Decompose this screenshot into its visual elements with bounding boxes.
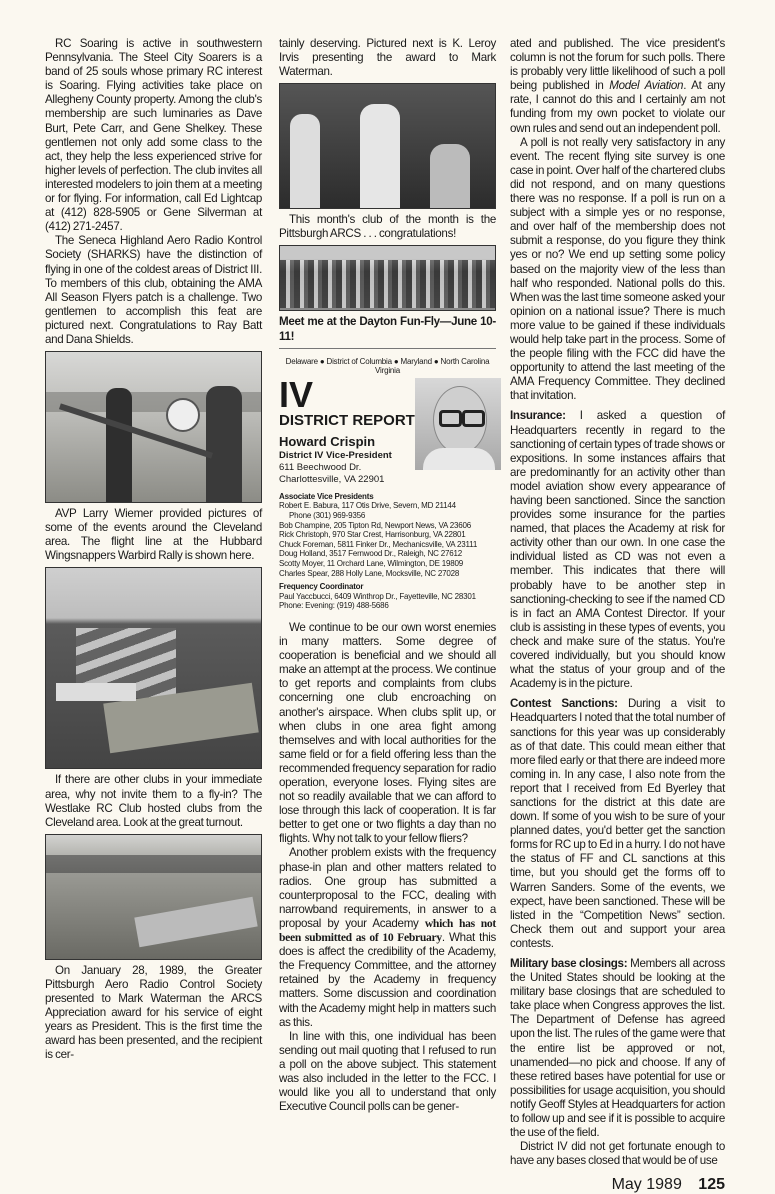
publication-title: Model Aviation [609,79,684,93]
avp-entry: Chuck Foreman, 5811 Finker Dr., Mechanicsville, VA 23111 [279,539,478,549]
frequency-coordinator-entry: Paul Yaccbucci, 6409 Winthrop Dr., Fayetteville, NC 28301 [279,591,476,601]
text: Another problem exists with the frequency phase-in plan and other matters related to radios. One group has submitted a counterproposal to the FCC, dealing with narrowband requirements, in answer to a proposal by your Academy [279,846,496,930]
text: ated and published. The vice president's column is not the forum for such polls. There is probably very little likelihood of such a poll being published in [510,37,725,93]
district-report-title: DISTRICT REPORT [279,411,415,429]
vp-address-2: Charlottesville, VA 22901 [279,473,385,485]
paragraph: tainly deserving. Pictured next is K. Leroy Irvis presenting the award to Mark Waterman. [279,37,496,79]
vp-role: District IV Vice-President [279,449,392,461]
caption: If there are other clubs in your immediate area, why not invite them to a fly-in? The Westlake RC Club hosted clubs from the Cleveland area. Look at the great turnout. [45,773,262,829]
divider [279,348,496,349]
left-intro-text [45,37,262,347]
page-footer [510,1176,725,1194]
photo-westlake-turnout [45,834,262,960]
paragraph [510,37,725,136]
section-heading: Insurance: [510,409,566,423]
caption-westlake [45,773,262,829]
frequency-coordinator-heading: Frequency Coordinator [279,582,364,592]
district-header-row [279,373,496,486]
caption-dayton [279,315,496,343]
text: During a visit to Headquarters I noted that the total number of sanctions for this year was up considerably as of that date. This could mean either that more filed early or that there are indeed more coming in. In any case, I also note from the report that I received from Ed Byerley that sanctions for the district at this date are down. If some of you wish to be sure of your planned dates, you'd better get the sanction forms for RC up to Ed in a hurry. I do not have the status of FF and CL sanctions at this time, but you should get the forms off to Warren Sanders. Some of the events, we expect, have been sanctioned. These will be listed in the “Competition News” section. Check them out and support your area contests. [510,697,726,950]
paragraph: District IV did not get fortunate enough to have any bases closed that would be of use [510,1140,725,1168]
caption-flight-line [45,507,262,563]
district-numeral: IV [279,373,314,415]
paragraph: The Seneca Highland Aero Radio Kontrol Society (SHARKS) have the distinction of flying in one of the coldest areas of District III. To members of this club, obtaining the AMA All Season Flyers patch is a challenge. Two gentlemen to accomplish this feat are pictured next. Congratulations to Ray Batt and Dana Shields. [45,234,262,346]
avp-entry: Bob Champine, 205 Tipton Rd, Newport News, VA 23606 [279,520,471,530]
frequency-coordinator-phone: Phone: Evening: (919) 488-5686 [279,601,389,611]
paragraph: In line with this, one individual has been sending out mail quoting that I refused to run a poll on the above subject. This statement was also included in the letter to the FCC. I would like you all to understand that only Executive Council polls can be gener- [279,1029,496,1114]
text: I asked a question of Headquarters recently in regard to the sanctioning of certain types of trade shows or expositions. In some instances affairs that are predominantly for an activity other than model aviation show every appearance of having been sanctioned. Since the sanction provides some insurance for the parties named, that places the Academy at risk for activity other than our own. In one case the individual listed as CD was not even a member. This indicates that there will probably have to be another step in sanctioning-checking to see if the named CD is in fact an AMA Contest Director. If your club is assisting in these types of events, you check and make sure of the status. You're covered individually, but you should know what the status of your group and of the Academy is in the picture. [510,409,725,691]
photo-howard-crispin-portrait [415,378,501,470]
issue-date: May 1989 [611,1176,682,1194]
associate-vp-list [279,492,496,611]
left-column [45,37,262,1062]
avp-entry: Phone (301) 969-9356 [289,511,366,521]
avp-entry: Rick Christoph, 970 Star Crest, Harrisonburg, VA 22801 [279,530,466,540]
paragraph-contest-sanctions [510,697,725,951]
section-heading: Contest Sanctions: [510,697,618,711]
district-header-text [279,373,415,486]
states-list: Delaware ● District of Columbia ● Maryland ● North Carolina [285,356,490,366]
avp-entry: Charles Spear, 288 Holly Lane, Mocksville, NC 27028 [279,568,460,578]
right-body-text [510,37,725,1168]
bold-emphasis: which has not been submitted as of 10 February [279,916,496,945]
avp-heading: Associate Vice Presidents [279,491,374,501]
vp-name: Howard Crispin [279,433,376,449]
paragraph: On January 28, 1989, the Greater Pittsburgh Aero Radio Control Society presented to Mark Waterman the ARCS Appreciation award for his service of eight years as President. This is the first time the award has been presented, and the recipient is cer- [45,963,262,1062]
caption: Meet me at the Dayton Fun-Fly—June 10-11! [279,315,496,343]
right-column [510,37,725,1194]
middle-top-text [279,37,496,79]
photo-award-presentation [279,83,496,209]
text: . What this does is affect the credibility of the Academy, the Frequency Committee, and the attorney retained by the Academy in frequency matters. Some discussion and coordination with the Academy might help in matters such as this. [279,931,496,1029]
middle-body-text [279,621,496,1114]
paragraph: A poll is not really very satisfactory in any event. The recent flying site survey is one case in point. Over half of the chartered clubs did not respond, and on many questions there was no response. If a poll is run on a subject with a simple yes or no response, and over half of the membership does not submit a response, do you figure they think yes or no? We end up setting some policy based on the majority view of the less than half who responded. National polls do this. When was the last time someone asked your opinion on a national issue? There is much more value to be gained if these individuals would help take part in the process. Some of the people filing with the FCC did have the opportunity to attend the last meeting of the AMA Frequency Committee. They declined that invitation. [510,135,725,403]
photo-sharks-members [45,351,262,503]
paragraph: We continue to be our own worst enemies in many matters. Some degree of cooperation is beneficial and we should all make an attempt at the process. We continue to get reports and complaints from clubs concerning one club encroaching on another's airspace. When clubs split up, or when clubs in one area fight among themselves and with local authorities for the same field or for a field offering less than the recommended frequency separation for radio operation, everyone loses. Flying sites are not so readily available that we can afford to lose through this lack of cooperation. It is far better to get one or two flights a day than no flights. Why not talk to your fellow fliers? [279,620,496,846]
middle-column [279,37,496,1114]
caption: AVP Larry Wiemer provided pictures of some of the events around the Cleveland area. The flight line at the Hubbard Wingsnappers Warbird Rally is shown here. [45,507,262,563]
caption-club-of-month [279,213,496,241]
page-number: 125 [698,1176,725,1194]
avp-entry: Robert E. Babura, 117 Otis Drive, Severn, MD 21144 [279,501,456,511]
photo-warbird-rally [45,567,262,769]
paragraph-insurance [510,409,725,691]
paragraph: RC Soaring is active in southwestern Pennsylvania. The Steel City Soarers is a band of 25 souls whose primary RC interest is Soaring. Flying activities take place on Allegheny County property. Among the club's membership are such luminaries as Dave Burt, Pete Carr, and Gene Shelkey. These gentlemen not only add some class to the act, they help the less experienced strive for higher levels of perfection. The club invites all interested modelers to join them at a meeting or for flying. For information, call Ed Lightcap at (412) 828-5905 or Gene Silverman at (412) 271-2457. [45,37,262,234]
caption: This month's club of the month is the Pittsburgh ARCS . . . congratulations! [279,213,496,241]
text: . At any rate, I cannot do this and I certainly am not funding from my own pocket to violate our own rules and send out an independent poll. [510,79,725,135]
district-states [279,357,496,376]
avp-entry: Doug Holland, 3517 Fernwood Dr., Raleigh, NC 27612 [279,549,463,559]
text: Members all across the United States should be looking at the military base closings that are scheduled to take place when Congress approves the list. The Department of Defense has agreed upon the list. The rules of the game were that the entire list be approved or not, unamended—no pick and choose. If any of these retired bases have potential for use or possibilities for usage acquisition, you should notify Geoff Styles at Headquarters for action to follow up and see if it is possible to acquire the use of the field. [510,957,725,1140]
paragraph [279,846,496,1029]
paragraph-military-bases [510,957,725,1140]
avp-entry: Scotty Moyer, 11 Orchard Lane, Wilmington, DE 19809 [279,559,463,568]
section-heading: Military base closings: [510,957,628,970]
left-closing-text [45,964,262,1063]
states-list-line2: Virginia [375,366,400,376]
photo-pittsburgh-arcs-group [279,245,496,311]
vp-address-1: 611 Beechwood Dr. [279,461,362,473]
